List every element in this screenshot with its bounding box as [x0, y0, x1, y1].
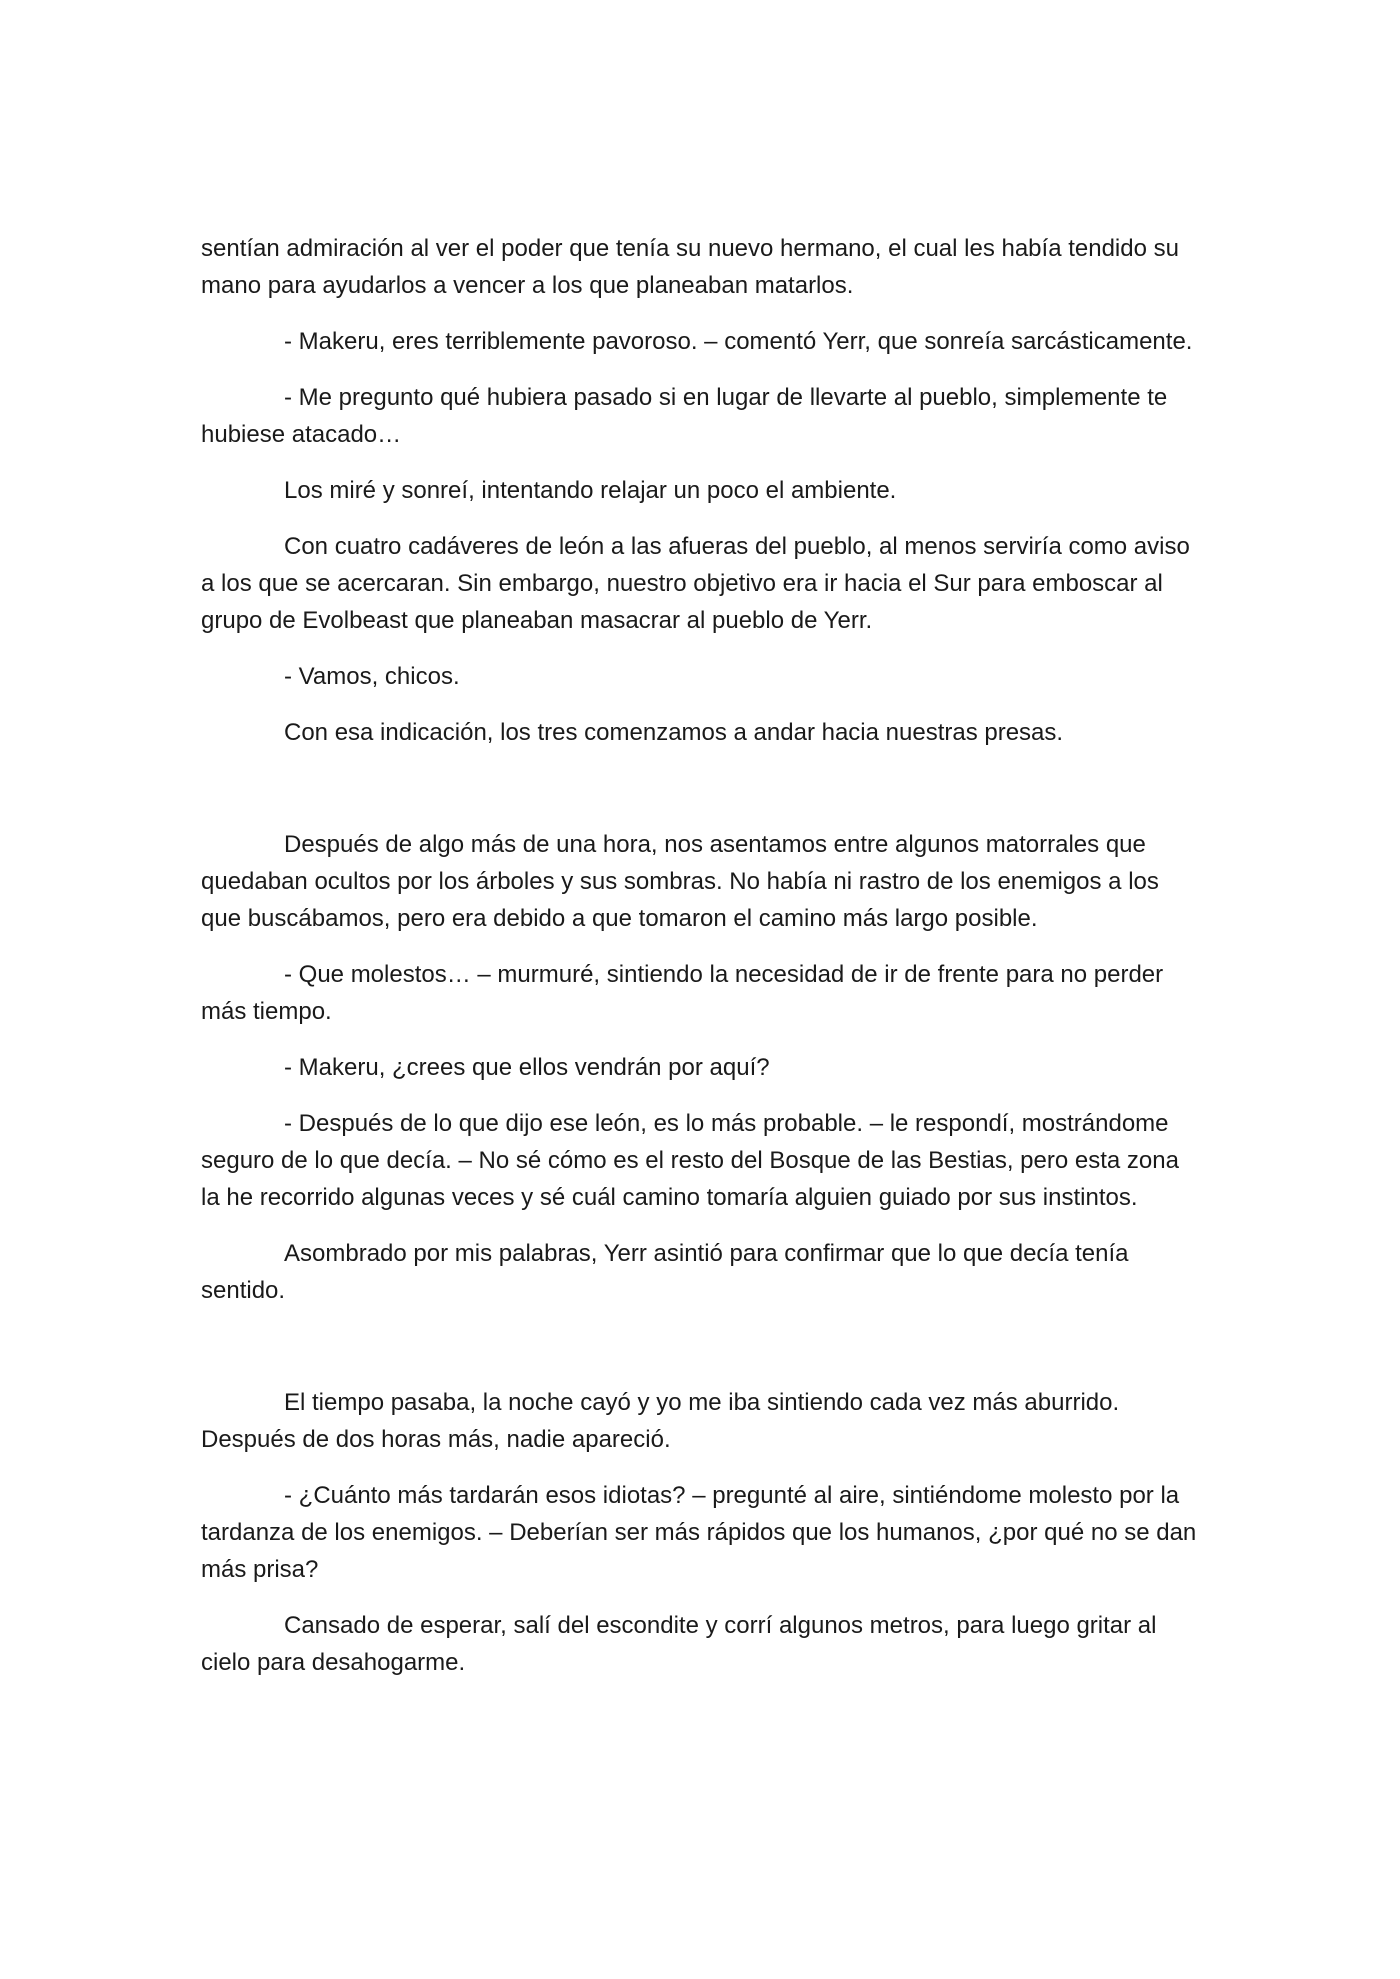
page-text [201, 230, 1201, 1700]
dialogue-paragraph: - ¿Cuánto más tardarán esos idiotas? – pregunté al aire, sintiéndome molesto por la tardanza de los enemigos. – Deberían ser más rápidos que los humanos, ¿por qué no se dan más prisa? [201, 1482, 1197, 1583]
paragraph-continuation: sentían admiración al ver el poder que tenía su nuevo hermano, el cual les había tendido su mano para ayudarlos a vencer a los que planeaban matarlos. [201, 235, 1179, 299]
dialogue-paragraph: - Vamos, chicos. [284, 663, 460, 690]
dialogue-paragraph: - Makeru, ¿crees que ellos vendrán por aquí? [284, 1054, 770, 1081]
paragraph: El tiempo pasaba, la noche cayó y yo me iba sintiendo cada vez más aburrido. Después de dos horas más, nadie apareció. [201, 1389, 1120, 1453]
paragraph: Los miré y sonreí, intentando relajar un poco el ambiente. [284, 477, 897, 504]
paragraph: Con esa indicación, los tres comenzamos a andar hacia nuestras presas. [284, 719, 1064, 746]
scene-break [201, 1328, 1201, 1384]
dialogue-paragraph: - Que molestos… – murmuré, sintiendo la necesidad de ir de frente para no perder más tiempo. [201, 961, 1164, 1025]
dialogue-paragraph: - Me pregunto qué hubiera pasado si en lugar de llevarte al pueblo, simplemente te hubiese atacado… [201, 384, 1168, 448]
dialogue-paragraph: - Makeru, eres terriblemente pavoroso. – comentó Yerr, que sonreía sarcásticamente. [284, 328, 1193, 355]
paragraph: Asombrado por mis palabras, Yerr asintió para confirmar que lo que decía tenía sentido. [201, 1240, 1129, 1304]
paragraph: Cansado de esperar, salí del escondite y corrí algunos metros, para luego gritar al cielo para desahogarme. [201, 1612, 1157, 1676]
dialogue-paragraph: - Después de lo que dijo ese león, es lo más probable. – le respondí, mostrándome seguro de lo que decía. – No sé cómo es el resto del Bosque de las Bestias, pero esta zona la he recorrido algunas veces y sé cuál camino tomaría alguien guiado por sus instintos. [201, 1110, 1179, 1211]
paragraph: Después de algo más de una hora, nos asentamos entre algunos matorrales que quedaban ocultos por los árboles y sus sombras. No había ni rastro de los enemigos a los que buscábamos, pero era debido a que tomaron el camino más largo posible. [201, 831, 1159, 932]
scene-break [201, 770, 1201, 826]
paragraph: Con cuatro cadáveres de león a las afueras del pueblo, al menos serviría como aviso a los que se acercaran. Sin embargo, nuestro objetivo era ir hacia el Sur para emboscar al grupo de Evolbeast que planeaban masacrar al pueblo de Yerr. [201, 533, 1190, 634]
